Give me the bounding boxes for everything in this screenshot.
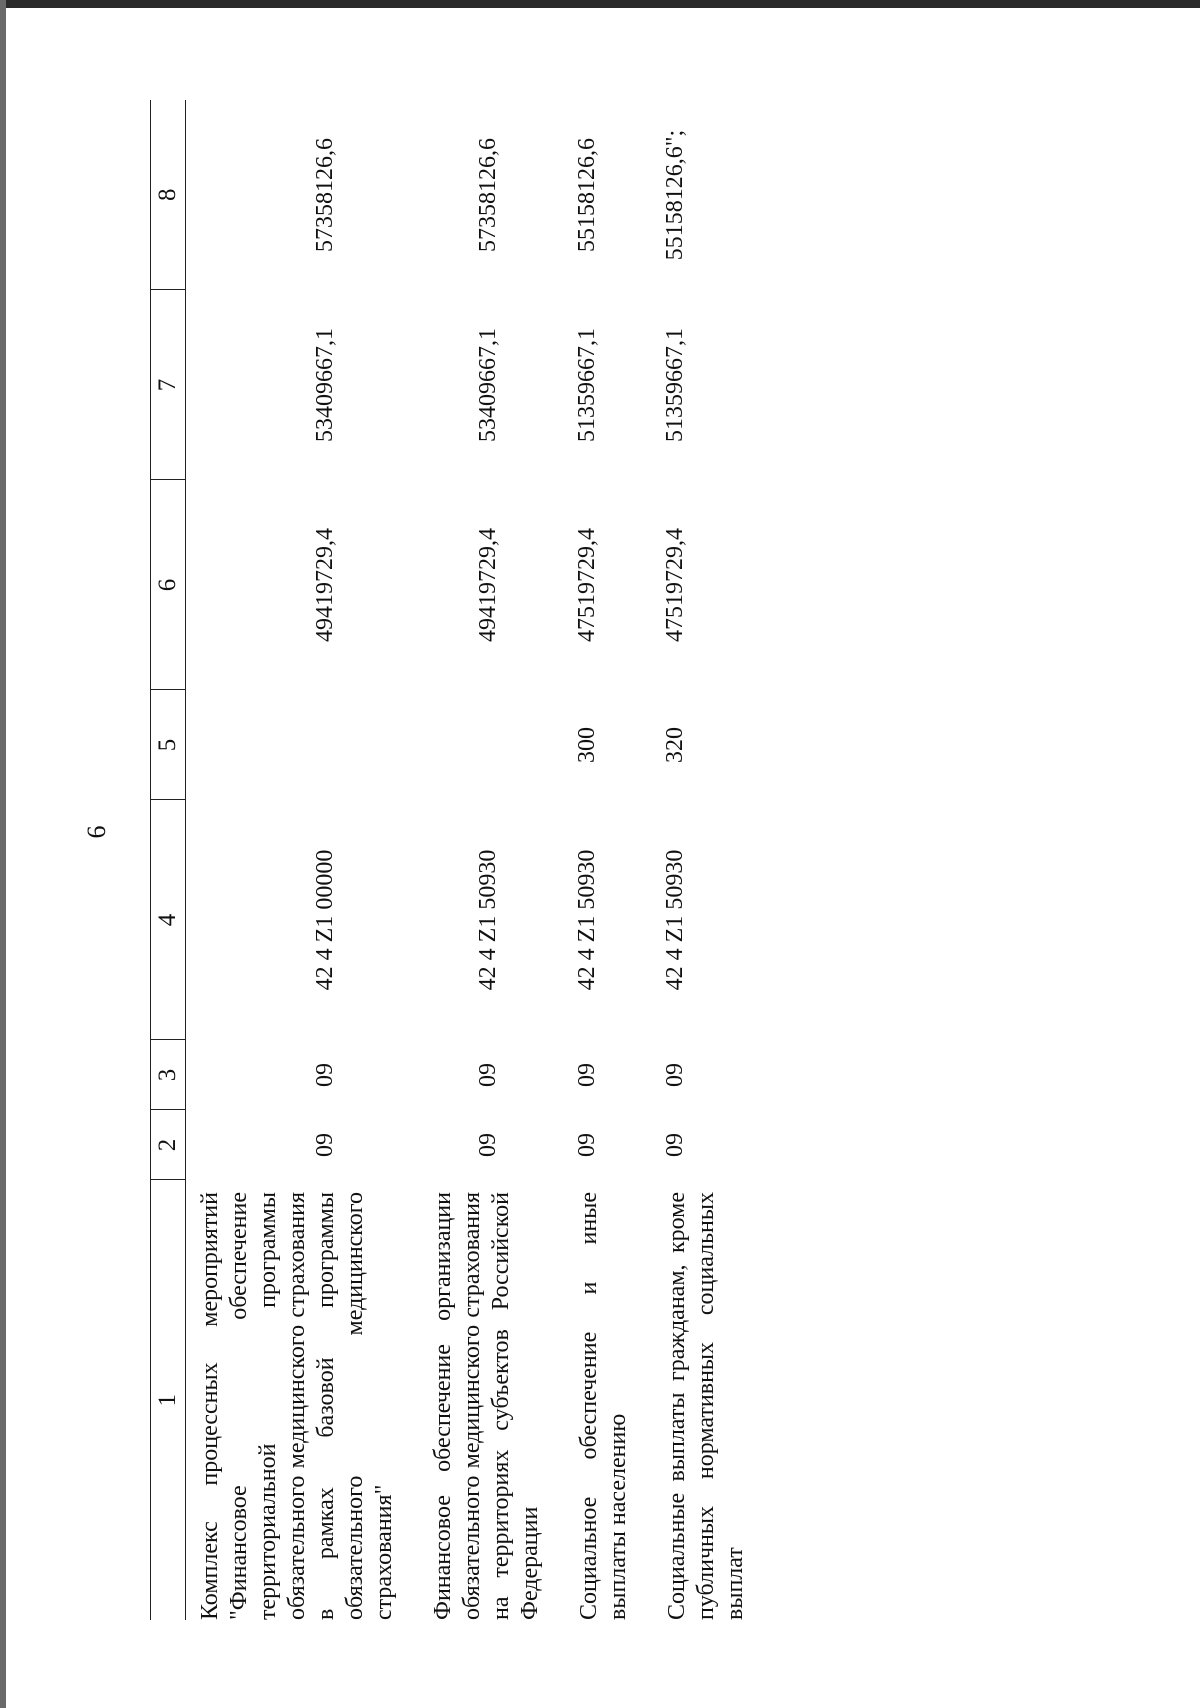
col-header-5: 5 (151, 690, 186, 800)
cell-amount-year3: 55158126,6 (574, 138, 600, 252)
cell-section: 09 (475, 1133, 501, 1157)
cell-amount-year1: 47519729,4 (574, 528, 600, 642)
cell-expense-type (186, 690, 420, 800)
cell-subsection: 09 (574, 1063, 600, 1087)
col-header-1: 1 (151, 1180, 186, 1620)
cell-subsection: 09 (475, 1063, 501, 1087)
cell-target-article: 42 4 Z1 50930 (475, 849, 501, 991)
cell-amount-year3: 55158126,6"; (662, 129, 688, 261)
cell-subsection: 09 (662, 1063, 688, 1087)
table-row (565, 100, 653, 1620)
row-description: Социальное обеспечение и иные выплаты населению (576, 1192, 631, 1620)
cell-target-article: 42 4 Z1 50930 (662, 849, 688, 991)
col-header-4: 4 (151, 800, 186, 1040)
table-row (186, 100, 420, 1620)
cell-amount-year2: 51359667,1 (662, 328, 688, 442)
cell-section: 09 (312, 1133, 338, 1157)
table-row (653, 100, 770, 1620)
cell-amount-year3: 57358126,6 (312, 138, 338, 252)
page-number: 6 (82, 825, 111, 839)
budget-table (150, 100, 770, 1620)
cell-section: 09 (574, 1133, 600, 1157)
cell-amount-year1: 47519729,4 (662, 528, 688, 642)
cell-expense-type: 320 (662, 727, 688, 763)
cell-amount-year3: 57358126,6 (475, 138, 501, 252)
cell-expense-type: 300 (574, 727, 600, 763)
cell-amount-year2: 53409667,1 (475, 328, 501, 442)
col-header-7: 7 (151, 290, 186, 480)
cell-expense-type (419, 690, 565, 800)
cell-target-article: 42 4 Z1 00000 (312, 849, 338, 991)
col-header-8: 8 (151, 100, 186, 290)
rotated-budget-table (150, 100, 890, 1620)
cell-target-article: 42 4 Z1 50930 (574, 849, 600, 991)
scan-edge-top (0, 0, 1200, 8)
header-row (151, 100, 186, 1620)
cell-amount-year1: 49419729,4 (312, 528, 338, 642)
cell-section: 09 (662, 1133, 688, 1157)
cell-amount-year2: 53409667,1 (312, 328, 338, 442)
table-row (419, 100, 565, 1620)
col-header-3: 3 (151, 1040, 186, 1110)
row-description: Социальные выплаты гражданам, кроме публичных нормативных социальных выплат (664, 1192, 748, 1620)
col-header-2: 2 (151, 1110, 186, 1180)
scan-edge-left (0, 0, 6, 1708)
cell-amount-year2: 51359667,1 (574, 328, 600, 442)
row-description: Комплекс процессных мероприятий "Финансовое обеспечение территориальной программы обязательного медицинского страхования в рамках базовой программы обязательного медицинского страхования" (197, 1192, 397, 1620)
cell-amount-year1: 49419729,4 (475, 528, 501, 642)
col-header-6: 6 (151, 480, 186, 690)
row-description: Финансовое обеспечение организации обязательного медицинского страхования на территориях субъектов Российской Федерации (430, 1192, 543, 1620)
cell-subsection: 09 (312, 1063, 338, 1087)
